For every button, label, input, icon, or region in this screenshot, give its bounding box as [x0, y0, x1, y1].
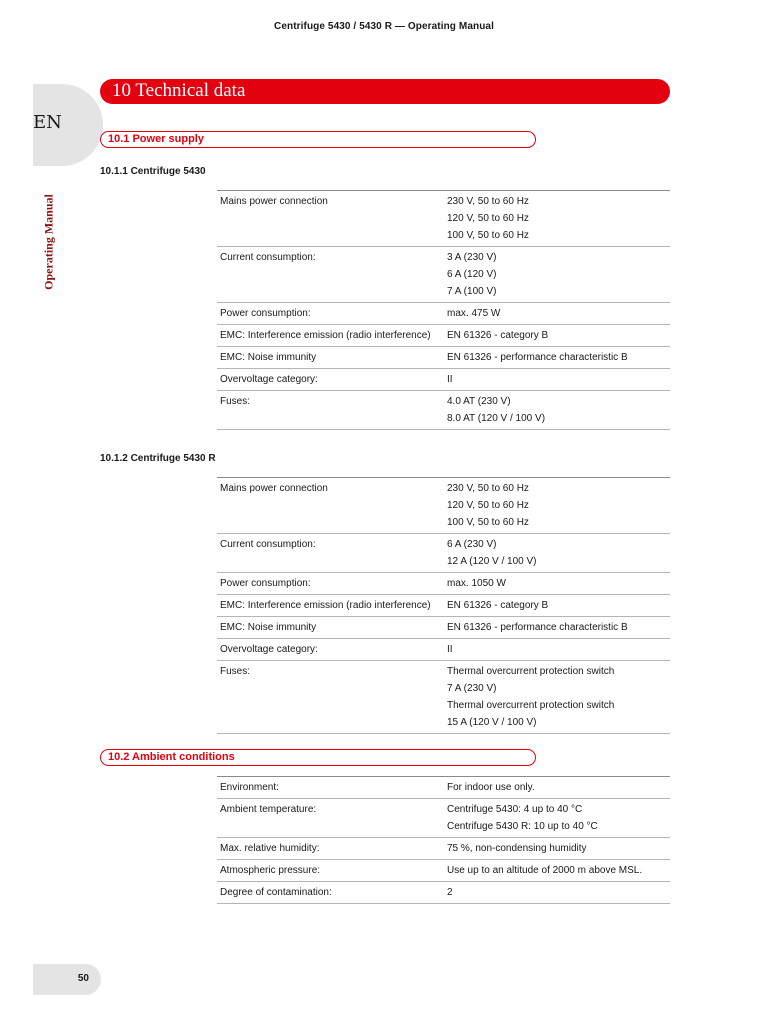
spec-value-line: 4.0 AT (230 V)	[447, 396, 511, 407]
spec-value	[444, 617, 670, 639]
table-row	[217, 369, 670, 391]
spec-value-line: EN 61326 - performance characteristic B	[447, 352, 628, 363]
spec-value	[444, 347, 670, 369]
spec-value	[444, 799, 670, 838]
table-row	[217, 882, 670, 904]
spec-value-line: Use up to an altitude of 2000 m above MSL.	[447, 865, 643, 876]
table-row	[217, 347, 670, 369]
spec-table-ambient	[217, 776, 670, 904]
spec-value-line: 15 A (120 V / 100 V)	[447, 717, 537, 728]
spec-value	[444, 303, 670, 325]
spec-value-line: Thermal overcurrent protection switch	[447, 700, 615, 711]
spec-value-line: 100 V, 50 to 60 Hz	[447, 230, 529, 241]
spec-value	[444, 191, 670, 247]
table-row	[217, 661, 670, 734]
spec-value	[444, 573, 670, 595]
spec-label: Power consumption:	[217, 573, 444, 595]
spec-value-line: max. 1050 W	[447, 578, 506, 589]
subsection-heading-5430r: 10.1.2 Centrifuge 5430 R	[100, 453, 216, 464]
table-row	[217, 860, 670, 882]
spec-value	[444, 391, 670, 430]
table-row	[217, 617, 670, 639]
running-header: Centrifuge 5430 / 5430 R — Operating Manual	[274, 21, 494, 32]
table-row	[217, 573, 670, 595]
spec-label: Overvoltage category:	[217, 639, 444, 661]
spec-value	[444, 661, 670, 734]
spec-label: Mains power connection	[217, 191, 444, 247]
spec-label: Mains power connection	[217, 478, 444, 534]
table-row	[217, 325, 670, 347]
table-row	[217, 777, 670, 799]
spec-value-line: 230 V, 50 to 60 Hz	[447, 483, 529, 494]
spec-label: Fuses:	[217, 391, 444, 430]
spec-value-line: EN 61326 - performance characteristic B	[447, 622, 628, 633]
spec-value	[444, 639, 670, 661]
spec-label: Fuses:	[217, 661, 444, 734]
table-row	[217, 639, 670, 661]
table-row	[217, 391, 670, 430]
spec-label: Max. relative humidity:	[217, 838, 444, 860]
spec-value-line: Centrifuge 5430 R: 10 up to 40 °C	[447, 821, 598, 832]
table-row	[217, 838, 670, 860]
spec-value-line: 120 V, 50 to 60 Hz	[447, 500, 529, 511]
spec-value-line: 120 V, 50 to 60 Hz	[447, 213, 529, 224]
table-row	[217, 595, 670, 617]
spec-label: Power consumption:	[217, 303, 444, 325]
table-row	[217, 247, 670, 303]
spec-value	[444, 369, 670, 391]
spec-value-line: EN 61326 - category B	[447, 600, 549, 611]
spec-value-line: II	[447, 644, 453, 655]
spec-label: Overvoltage category:	[217, 369, 444, 391]
spec-label: EMC: Interference emission (radio interference)	[217, 325, 444, 347]
spec-value-line: 7 A (230 V)	[447, 683, 497, 694]
spec-table-5430	[217, 190, 670, 430]
table-row	[217, 478, 670, 534]
spec-value-line: 6 A (230 V)	[447, 539, 497, 550]
spec-label: Current consumption:	[217, 247, 444, 303]
spec-value-line: II	[447, 374, 453, 385]
table-row	[217, 799, 670, 838]
spec-value-line: 12 A (120 V / 100 V)	[447, 556, 537, 567]
section-heading-ambient-conditions	[100, 749, 536, 766]
spec-label: Atmospheric pressure:	[217, 860, 444, 882]
spec-value-line: 230 V, 50 to 60 Hz	[447, 196, 529, 207]
language-label: EN	[33, 112, 62, 133]
spec-value-line: Centrifuge 5430: 4 up to 40 °C	[447, 804, 583, 815]
chapter-heading-bar	[100, 79, 670, 104]
spec-value	[444, 595, 670, 617]
spec-value	[444, 247, 670, 303]
manual-side-label: Operating Manual	[41, 194, 56, 290]
spec-value-line: Thermal overcurrent protection switch	[447, 666, 615, 677]
spec-value-line: max. 475 W	[447, 308, 501, 319]
section-heading-power-supply	[100, 131, 536, 148]
spec-value	[444, 882, 670, 904]
spec-value-line: EN 61326 - category B	[447, 330, 549, 341]
spec-label: Degree of contamination:	[217, 882, 444, 904]
table-row	[217, 191, 670, 247]
spec-label: EMC: Noise immunity	[217, 617, 444, 639]
spec-value	[444, 325, 670, 347]
spec-value	[444, 478, 670, 534]
section-title: 10.2 Ambient conditions	[108, 751, 235, 763]
section-title: 10.1 Power supply	[108, 133, 204, 145]
table-row	[217, 534, 670, 573]
spec-value-line: 3 A (230 V)	[447, 252, 497, 263]
page-number-tab	[33, 964, 101, 995]
spec-value-line: 100 V, 50 to 60 Hz	[447, 517, 529, 528]
chapter-title: 10 Technical data	[112, 80, 246, 101]
spec-label: Current consumption:	[217, 534, 444, 573]
subsection-heading-5430: 10.1.1 Centrifuge 5430	[100, 166, 206, 177]
spec-value	[444, 838, 670, 860]
spec-value-line: For indoor use only.	[447, 782, 535, 793]
spec-label: EMC: Noise immunity	[217, 347, 444, 369]
spec-value-line: 75 %, non-condensing humidity	[447, 843, 587, 854]
page-number: 50	[77, 973, 89, 984]
spec-value-line: 7 A (100 V)	[447, 286, 497, 297]
spec-label: Environment:	[217, 777, 444, 799]
spec-label: Ambient temperature:	[217, 799, 444, 838]
spec-label: EMC: Interference emission (radio interference)	[217, 595, 444, 617]
spec-value	[444, 534, 670, 573]
table-row	[217, 303, 670, 325]
spec-value	[444, 860, 670, 882]
spec-value-line: 6 A (120 V)	[447, 269, 497, 280]
spec-value-line: 2	[447, 887, 453, 898]
spec-value	[444, 777, 670, 799]
spec-value-line: 8.0 AT (120 V / 100 V)	[447, 413, 546, 424]
spec-table-5430r	[217, 477, 670, 734]
